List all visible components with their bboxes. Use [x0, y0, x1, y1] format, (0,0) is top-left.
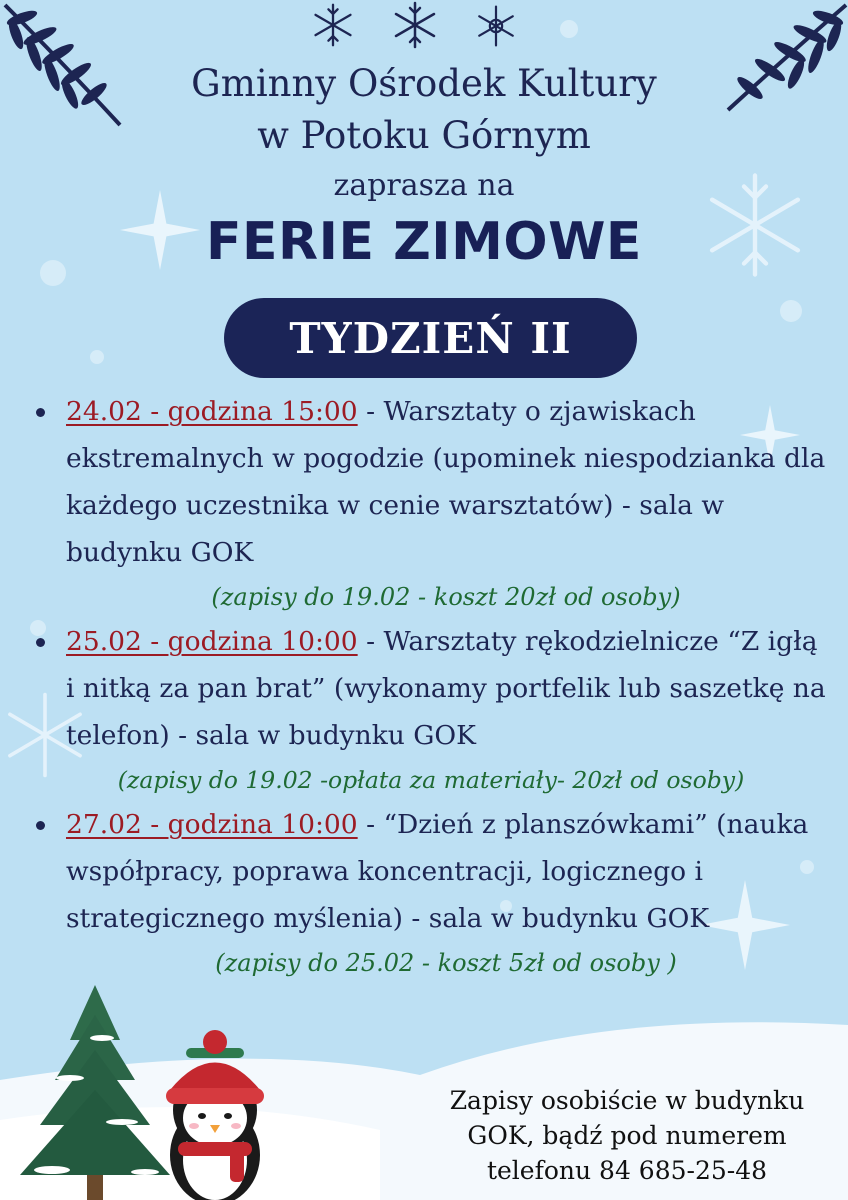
event-description: - “Dzień z planszówkami” (nauka współpracy, poprawa koncentracji, logicznego i strategicznego myślenia) - sala w budynku GOK [66, 809, 809, 934]
org-name-line1: Gminny Ośrodek Kultury [191, 62, 657, 105]
contact-info [412, 1083, 842, 1188]
invite-text: zaprasza na [333, 168, 515, 203]
week-badge: TYDZIEŃ II [224, 298, 637, 378]
event-description: - Warsztaty rękodzielnicze “Z igłą i nitką za pan brat” (wykonamy portfelik lub saszetkę na telefon) - sala w budynku GOK [66, 626, 826, 751]
bullet-icon [36, 638, 45, 647]
event-text [66, 618, 826, 759]
bullet-icon [36, 821, 45, 830]
bullet-icon [36, 408, 45, 417]
contact-line2: GOK, bądź pod numerem [467, 1121, 787, 1150]
event-note: (zapisy do 19.02 -opłata za materiały- 20zł od osoby) [117, 766, 745, 794]
event-date: 25.02 - godzina 10:00 [66, 626, 358, 657]
event-description: - Warsztaty o zjawiskach ekstremalnych w pogodzie (upominek niespodzianka dla każdego uczestnika w cenie warsztatów) - sala w budynku GOK [66, 396, 826, 568]
org-name-line2: w Potoku Górnym [257, 114, 591, 157]
header [0, 58, 848, 274]
page-title: FERIE ZIMOWE [206, 212, 642, 272]
contact-line3: telefonu 84 685-25-48 [486, 1156, 768, 1185]
penguin-icon [150, 1030, 280, 1200]
event-note: (zapisy do 19.02 - koszt 20zł od osoby) [211, 583, 681, 611]
event-item [36, 388, 826, 618]
event-item [36, 801, 826, 984]
event-text [66, 388, 826, 576]
event-note: (zapisy do 25.02 - koszt 5zł od osoby ) [215, 949, 677, 977]
event-list [36, 388, 826, 984]
event-text [66, 801, 826, 942]
event-date: 27.02 - godzina 10:00 [66, 809, 358, 840]
event-date: 24.02 - godzina 15:00 [66, 396, 358, 427]
contact-line1: Zapisy osobiście w budynku [449, 1086, 805, 1115]
event-item [36, 618, 826, 801]
